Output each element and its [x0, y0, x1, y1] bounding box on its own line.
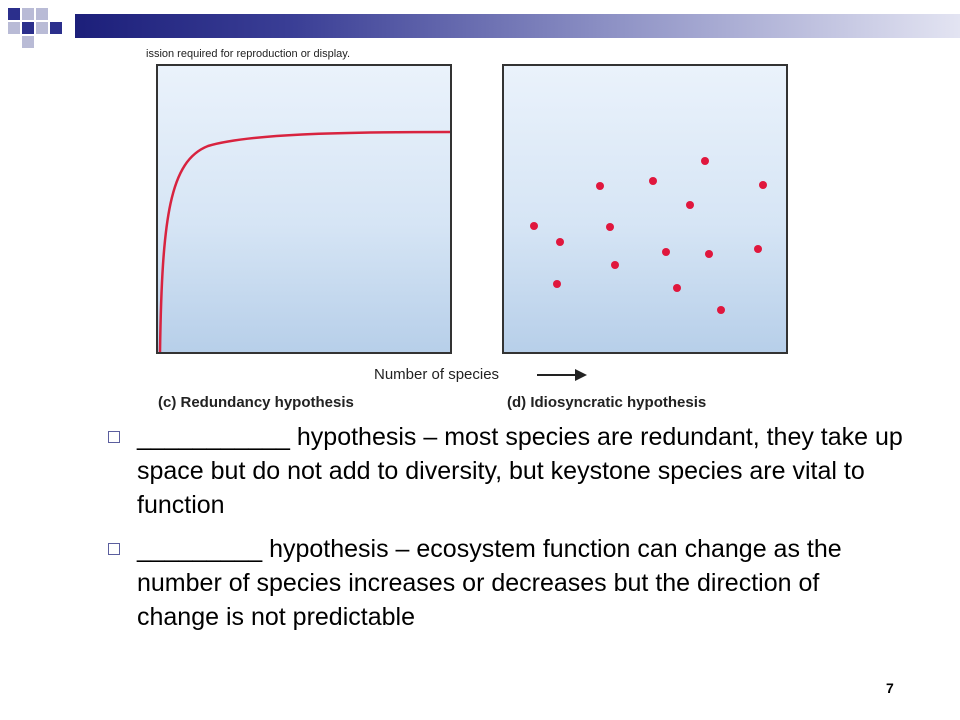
bullet-item [104, 420, 904, 522]
scatter-dot [673, 284, 681, 292]
scatter-dot [705, 250, 713, 258]
redundancy-panel [156, 64, 452, 354]
bullet-item [104, 532, 904, 634]
bullet-box-icon [108, 543, 120, 555]
right-arrow-icon [537, 366, 589, 384]
redundancy-curve [160, 132, 450, 352]
scatter-dot [759, 181, 767, 189]
scatter-dot [611, 261, 619, 269]
idiosyncratic-scatter [504, 66, 786, 352]
scatter-dot [717, 306, 725, 314]
idiosyncratic-panel [502, 64, 788, 354]
scatter-dot [556, 238, 564, 246]
scatter-dot [701, 157, 709, 165]
bullet-list [104, 420, 904, 644]
bullet-text: _________ hypothesis – ecosystem function can change as the number of species increases or decreases but the direction of change is not predictable [137, 535, 842, 631]
banner-square [8, 8, 20, 20]
banner-square [50, 22, 62, 34]
x-axis-label: Number of species [374, 366, 500, 383]
bullet-box-icon [108, 431, 120, 443]
banner-square [22, 8, 34, 20]
banner-square [36, 22, 48, 34]
species-hypothesis-figure [140, 44, 780, 419]
page-number: 7 [886, 680, 894, 696]
panel-d-title: (d) Idiosyncratic hypothesis [507, 394, 707, 411]
scatter-dot [553, 280, 561, 288]
copyright-credit: ission required for reproduction or display. [146, 48, 351, 60]
panel-c-title: (c) Redundancy hypothesis [158, 394, 354, 411]
scatter-dot [596, 182, 604, 190]
banner-square [8, 22, 20, 34]
scatter-dot [662, 248, 670, 256]
scatter-dot [530, 222, 538, 230]
banner-square [36, 8, 48, 20]
bullet-text: ___________ hypothesis – most species are redundant, they take up space but do not add to diversity, but keystone species are vital to function [137, 423, 903, 519]
banner-gradient-bar [75, 14, 960, 38]
scatter-dot [686, 201, 694, 209]
scatter-dot [649, 177, 657, 185]
banner-square [22, 36, 34, 48]
scatter-dot [754, 245, 762, 253]
redundancy-curve-plot [158, 66, 450, 352]
banner-square [22, 22, 34, 34]
scatter-dot [606, 223, 614, 231]
